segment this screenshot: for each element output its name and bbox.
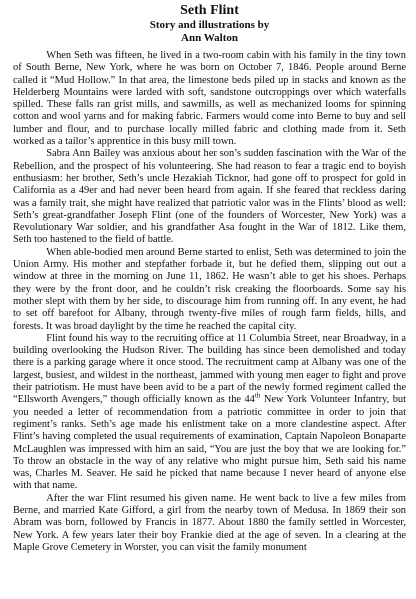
paragraph-4-end: New York Volunteer Infantry, but you needed a letter of recommendation from a patriotic committee in order to join that regiment’s ranks. Seth’s age made his enlistment take on a more clandestine aspect. After Flint’s having completed the usual requirements of examination, Captain Napoleon Bonaparte McLaughlen was impressed with him an said, “You are just the boy that we are looking for.” To throw an obstacle in the way of any relative who might pursue him, Seth said his name was, Charles M. Seaver. He said he picked that name because I never heard of anyone else with that name. bbox=[13, 394, 406, 492]
paragraph-4 bbox=[13, 333, 406, 493]
paragraph-3: When able-bodied men around Berne started to enlist, Seth was determined to join the Union Army. His mother and stepfather forbade it, but he defied them, slipping out out a window at three in the morning on June 11, 1862. He wasn’t able to get his shoes. Perhaps they were by the front door, and he couldn’t risk creaking the floorboards. Some say his mother slept with them by her side, to discourage him from running off. In any event, he had to set off barefoot for Albany, through twenty-five miles of rough farm fields, hills, and forests. It was broad daylight by the time he reached the capital city. bbox=[13, 246, 406, 332]
paragraph-2: Sabra Ann Bailey was anxious about her son’s sudden fascination with the War of the Rebellion, and the prospect of his volunteering. She had reason to fear a tragic end to boyish enthusiasm: her brother, Seth’s uncle Hezakiah Ticknor, had gone off to prospect for gold in California as a 49er and had never been heard from again. If she feared that reckless daring was a family trait, she might have realized that patriotic valor was in the Flints’ blood as well: Seth’s great-grandfather Joseph Flint (one of the founders of Worcester, New York) was a Revolutionary War soldier, and his grandfather Asa fought in the War of 1812. Like them, Seth too hastened to the field of battle. bbox=[13, 148, 406, 246]
article-body bbox=[13, 50, 406, 554]
byline-author: Ann Walton bbox=[181, 31, 238, 44]
paragraph-5: After the war Flint resumed his given name. He went back to live a few miles from Berne, and married Kate Gifford, a girl from the nearby town of Medusa. In 1869 their son Abram was born, followed by Francis in 1877. About 1880 the family settled in Worcester, New York. A few years later their boy Frankie died at the age of seven. In a clearing at the Maple Grove Cemetery in Worster, you can visit the family monument bbox=[13, 492, 406, 553]
paragraph-1: When Seth was fifteen, he lived in a two-room cabin with his family in the tiny town of South Berne, New York, where he was born on October 7, 1846. People around Berne called it “Mud Hollow.” In that area, the limestone beds piled up in stacks and known as the Helderberg Mountains were larded with soft, sandstone outcroppings over which waterfalls spilled. These falls ran grist mills, and sawmills, as well as mechanized looms for spinning cotton and wool yarns and for making fabric. Farmers would come into Berne to buy and sell lumber and flour, and to purchase locally milled fabric and clothing made from it. Seth worked as a tailor’s apprentice in this busy mill town. bbox=[13, 50, 406, 148]
ordinal-suffix: th bbox=[254, 391, 261, 400]
paragraph-4-start: Flint found his way to the recruiting office at 11 Columbia Street, near Broadway, in a building overlooking the Hudson River. The building has since been demolished and today there is a parking garage where it once stood. The recruitment camp at Albany was one of the largest, busiest, and wildest in the northeast, jammed with young men eager to fight and prove their patriotism. He must have been avid to be a part of the newly formed regiment called the “Ellsworth Avengers,” though officially known as the 44 bbox=[13, 332, 406, 406]
document-title: Seth Flint bbox=[180, 3, 239, 18]
byline-line-1: Story and illustrations by bbox=[149, 19, 270, 31]
